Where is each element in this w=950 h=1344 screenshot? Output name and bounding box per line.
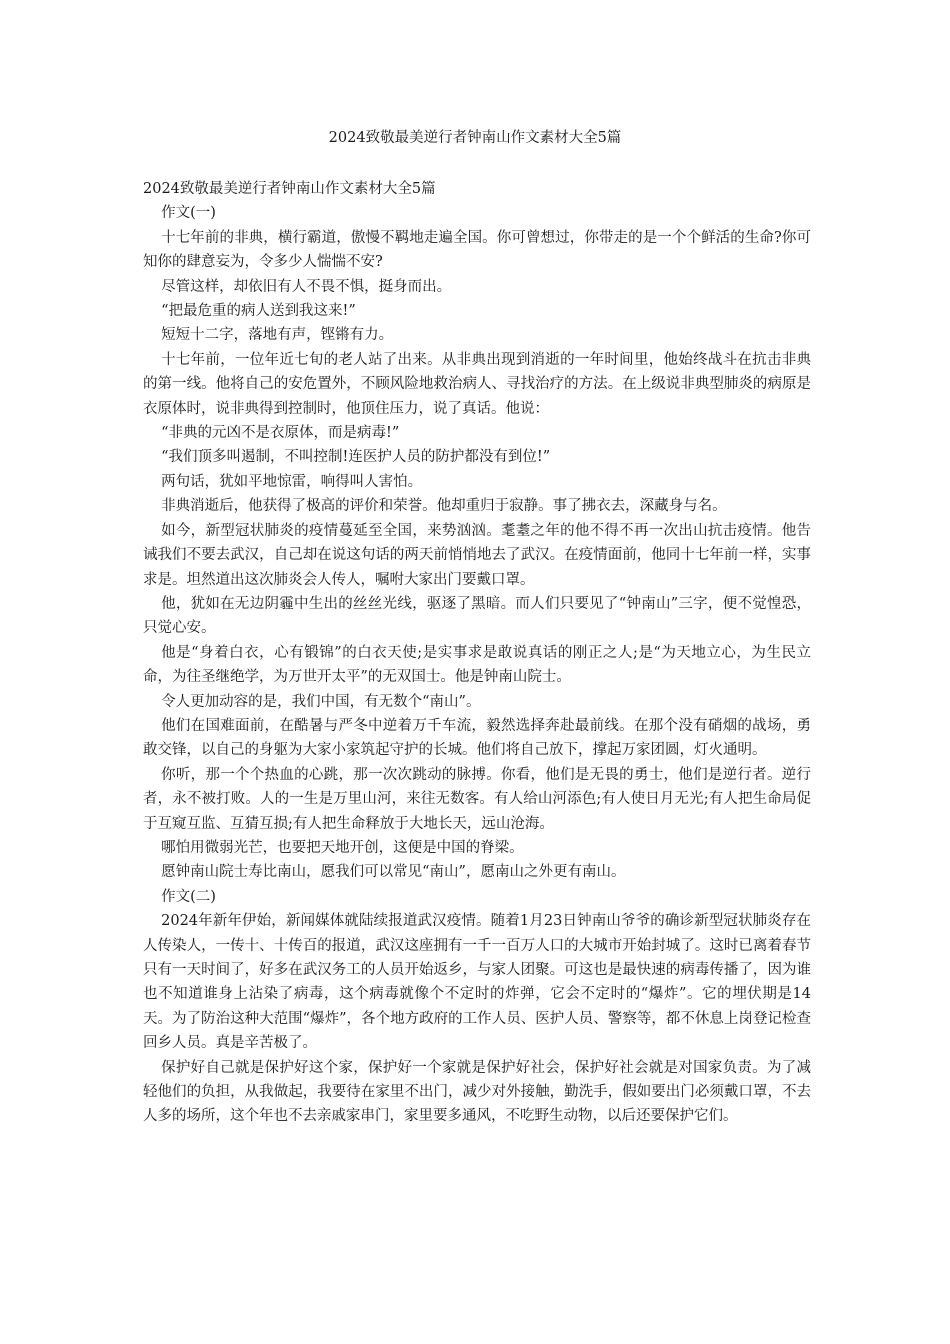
document-title: 2024致敬最美逆行者钟南山作文素材大全5篇 — [328, 130, 622, 146]
paragraph: 十七年前的非典，横行霸道，傲慢不羁地走遍全国。你可曾想过，你带走的是一个个鲜活的生命?你可知你的肆意妄为，令多少人惴惴不安? — [143, 229, 811, 271]
paragraph: “非典的元凶不是衣原体，而是病毒!” — [161, 425, 400, 442]
document-body — [143, 177, 811, 1129]
paragraph: 两句话，犹如平地惊雷，响得叫人害怕。 — [161, 473, 423, 490]
paragraph: 他，犹如在无边阴霾中生出的丝丝光线，驱逐了黑暗。而人们只要见了“钟南山”三字，便不觉惶恐，只觉心安。 — [143, 595, 811, 637]
document-heading: 2024致敬最美逆行者钟南山作文素材大全5篇 — [143, 181, 436, 197]
paragraph: 他是“身着白衣，心有锻锦”的白衣天使;是实事求是敢说真话的刚正之人;是“为天地立心，为生民立命，为往圣继绝学，为万世开太平”的无双国士。他是钟南山院士。 — [143, 644, 811, 686]
paragraph: “把最危重的病人送到我这来!” — [161, 303, 356, 320]
paragraph: 非典消逝后，他获得了极高的评价和荣誉。他却重归于寂静。事了拂衣去，深藏身与名。 — [161, 498, 727, 515]
paragraph: 2024年新年伊始，新闻媒体就陆续报道武汉疫情。随着1月23日钟南山爷爷的确诊新型冠状肺炎存在人传染人，一传十、十传百的报道，武汉这座拥有一千一百万人口的大城市开始封城了。这时已离着春节只有一天时间了，好多在武汉务工的人员开始返乡，与家人团聚。可这也是最快速的病毒传播了，因为谁也不知道谁身上沾染了病毒，这个病毒就像个不定时的炸弹，它会不定时的“爆炸”。它的埋伏期是14天。为了防治这种大范围“爆炸”，各个地方政府的工作人员、医护人员、警察等，都不休息上岗登记检查回乡人员。真是辛苦极了。 — [143, 913, 811, 1052]
essay-1-label: 作文(一) — [161, 205, 216, 222]
paragraph: 保护好自己就是保护好这个家，保护好一个家就是保护好社会，保护好社会就是对国家负责。为了减轻他们的负担，从我做起，我要待在家里不出门，减少对外接触，勤洗手，假如要出门必须戴口罩，不去人多的场所，这个年也不去亲戚家串门，家里要多通风，不吃野生动物，以后还要保护它们。 — [143, 1059, 811, 1125]
paragraph: 哪怕用微弱光芒，也要把天地开创，这便是中国的脊梁。 — [161, 839, 524, 856]
paragraph: 尽管这样，却依旧有人不畏不惧，挺身而出。 — [161, 278, 452, 295]
essay-2-label: 作文(二) — [161, 888, 216, 905]
paragraph: 十七年前，一位年近七旬的老人站了出来。从非典出现到消逝的一年时间里，他始终战斗在抗击非典的第一线。他将自己的安危置外，不顾风险地救治病人、寻找治疗的方法。在上级说非典型肺炎的病原是衣原体时，说非典得到控制时，他顶住压力，说了真话。他说： — [143, 351, 811, 417]
paragraph: 他们在国难面前，在酷暑与严冬中逆着万千车流，毅然选择奔赴最前线。在那个没有硝烟的战场，勇敢交锋，以自己的身躯为大家小家筑起守护的长城。他们将自己放下，撑起万家团圆，灯火通明。 — [143, 717, 811, 759]
paragraph: 如今，新型冠状肺炎的疫情蔓延至全国，来势汹汹。耄耋之年的他不得不再一次出山抗击疫情。他告诫我们不要去武汉，自己却在说这句话的两天前悄悄地去了武汉。在疫情面前，他同十七年前一样，实事求是。坦然道出这次肺炎会人传人，嘱咐大家出门要戴口罩。 — [143, 522, 811, 588]
paragraph: 令人更加动容的是，我们中国，有无数个“南山”。 — [161, 693, 481, 710]
paragraph: 你听，那一个个热血的心跳，那一次次跳动的脉搏。你看，他们是无畏的勇士，他们是逆行者。逆行者，永不被打败。人的一生是万里山河，来往无数客。有人给山河添色;有人使日月无光;有人把生命局促于互窥互监、互猜互损;有人把生命释放于大地长天，远山沧海。 — [143, 766, 811, 832]
paragraph: 短短十二字，落地有声，铿锵有力。 — [161, 327, 394, 344]
paragraph: “我们顶多叫遏制，不叫控制!连医护人员的防护都没有到位!” — [161, 449, 551, 466]
paragraph: 愿钟南山院士寿比南山，愿我们可以常见“南山”，愿南山之外更有南山。 — [161, 864, 626, 881]
